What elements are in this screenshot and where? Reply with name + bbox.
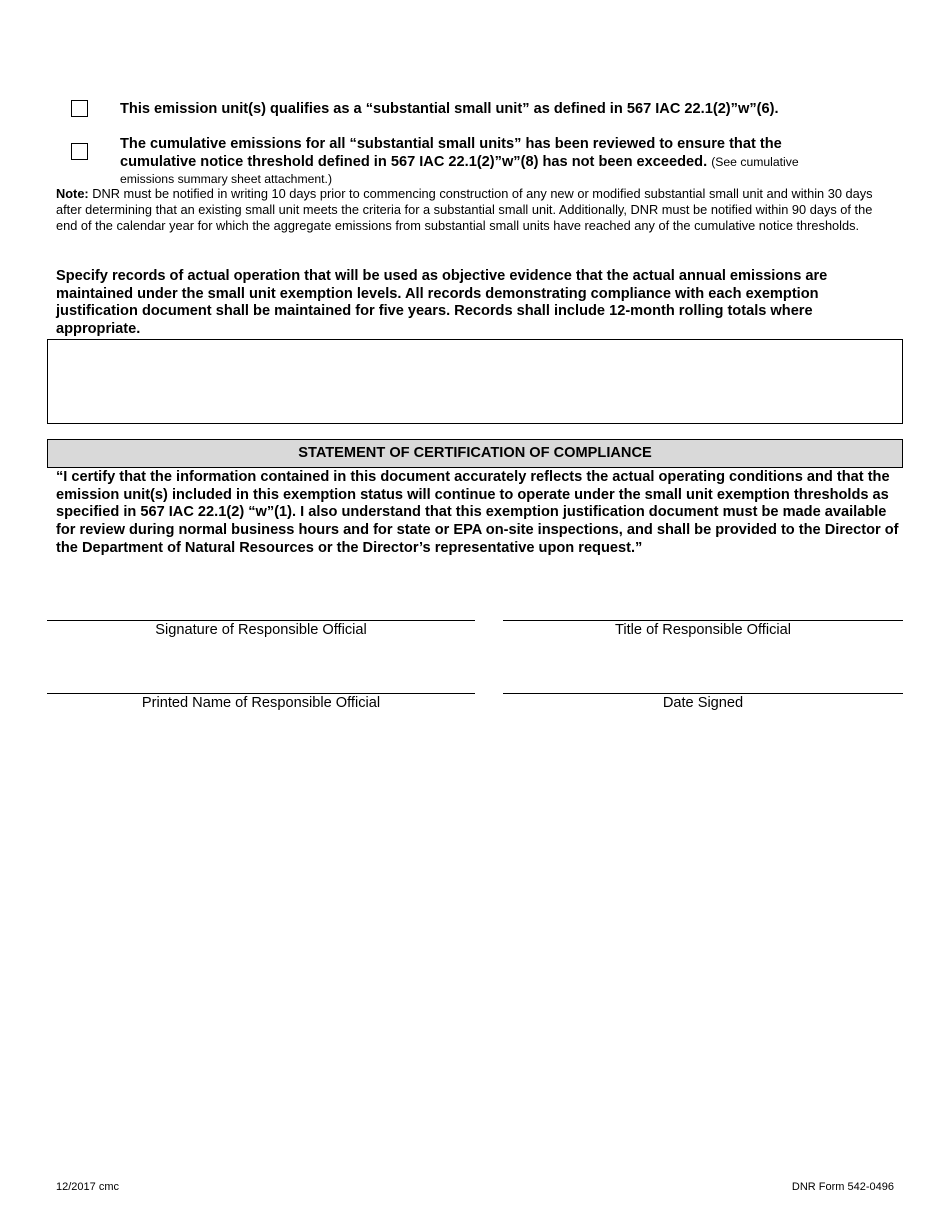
printed-name-label: Printed Name of Responsible Official — [141, 695, 381, 711]
note-label: Note: — [56, 186, 89, 201]
date-line[interactable] — [503, 693, 903, 694]
cumulative-reviewed-note: (See cumulative emissions summary sheet attachment.) — [120, 154, 799, 186]
cumulative-reviewed-checkbox[interactable] — [71, 143, 88, 160]
cumulative-reviewed-label — [120, 136, 850, 189]
substantial-small-unit-label: This emission unit(s) qualifies as a “substantial small unit” as defined in 567 IAC 22.1(2)”w”(6). — [120, 101, 779, 117]
signature-label: Signature of Responsible Official — [155, 622, 367, 638]
records-textarea[interactable] — [47, 339, 903, 424]
certification-heading: STATEMENT OF CERTIFICATION OF COMPLIANCE — [47, 439, 903, 468]
note-text: DNR must be notified in writing 10 days prior to commencing construction of any new or modified substantial small unit and within 30 days after determining that an existing small unit meets the criteria for a substantial small unit. Additionally, DNR must be notified within 90 days of the end of the calendar year for which the aggregate emissions from substantial small units have reached any of the cumulative notice thresholds. — [56, 186, 873, 234]
records-instructions: Specify records of actual operation that will be used as objective evidence that the actual annual emissions are maintained under the small unit exemption levels. All records demonstrating compliance with each exemption justification document shall be maintained for five years. Records shall include 12-month rolling totals where appropriate. — [56, 268, 828, 338]
notification-note — [56, 186, 896, 235]
title-label: Title of Responsible Official — [614, 622, 791, 638]
form-number-footer: DNR Form 542-0496 — [791, 1181, 894, 1193]
signature-line[interactable] — [47, 620, 475, 621]
title-line[interactable] — [503, 620, 903, 621]
substantial-small-unit-checkbox[interactable] — [71, 100, 88, 117]
revision-footer: 12/2017 cmc — [56, 1181, 119, 1193]
printed-name-line[interactable] — [47, 693, 475, 694]
cumulative-reviewed-bold-text: The cumulative emissions for all “substantial small units” has been reviewed to ensure that the cumulative notice threshold defined in 567 IAC 22.1(2)”w”(8) has not been exceeded. — [120, 136, 782, 170]
date-label: Date Signed — [662, 695, 744, 711]
certification-statement: “I certify that the information contained in this document accurately reflects the actual operating conditions and that the emission unit(s) included in this exemption status will continue to operate under the small unit exemption thresholds as specified in 567 IAC 22.1(2) “w”(1). I also understand that this exemption justification document must be made available for review during normal business hours and for state or EPA on-site inspections, and shall be provided to the Director of the Department of Natural Resources or the Director’s representative upon request.” — [56, 469, 899, 556]
